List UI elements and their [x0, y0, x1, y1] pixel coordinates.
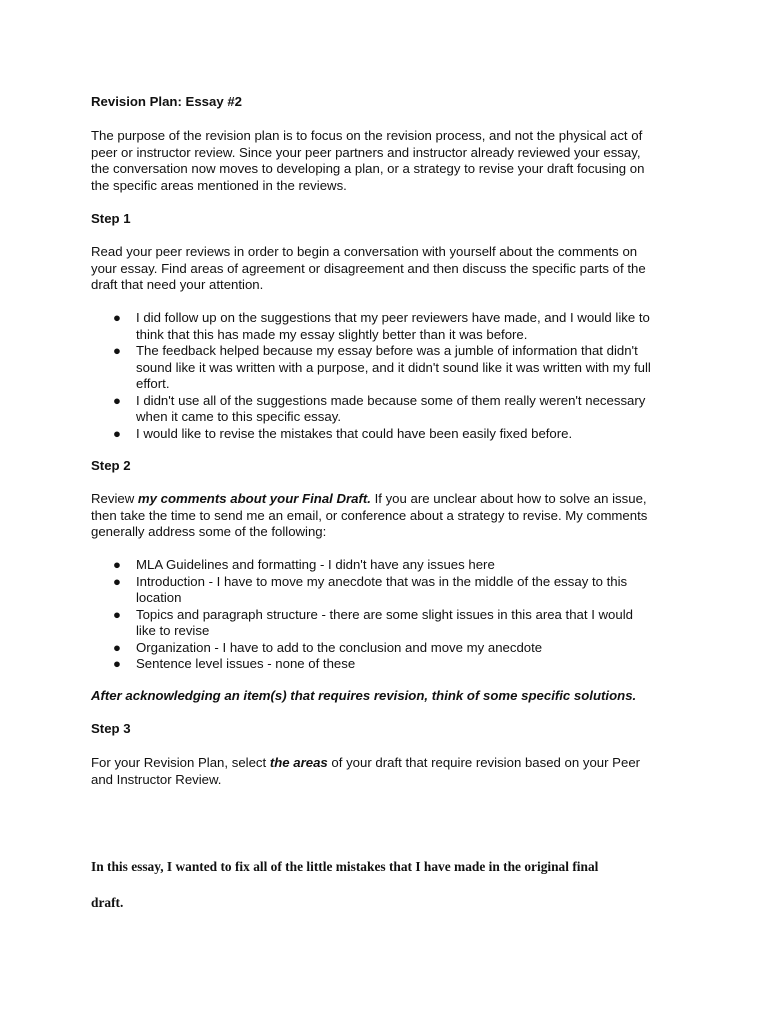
list-item — [91, 656, 691, 673]
list-item-text: MLA Guidelines and formatting - I didn't have any issues here — [136, 557, 495, 572]
list-item-text: like to revise — [136, 623, 210, 638]
bullet-icon: ● — [113, 310, 121, 325]
page-title: Revision Plan: Essay #2 — [91, 94, 242, 109]
list-item-text: I didn't use all of the suggestions made because some of them really weren't necessary — [136, 392, 646, 408]
step3-emphasis: the areas — [269, 755, 328, 770]
list-item — [91, 574, 691, 607]
step2-closing-note: After acknowledging an item(s) that requires revision, think of some specific solutions. — [91, 688, 637, 703]
bullet-icon: ● — [113, 656, 121, 671]
list-item — [91, 393, 691, 426]
bullet-icon: ● — [113, 343, 121, 358]
list-item-text: The feedback helped because my essay before was a jumble of information that didn't — [136, 343, 638, 358]
list-item — [91, 607, 691, 640]
list-item-text: effort. — [136, 376, 170, 391]
step3-rest: of your draft that require revision based on your Peer — [327, 755, 641, 770]
intro-line: the conversation now moves to developing a plan, or a strategy to revise your draft focusing on — [91, 161, 645, 176]
intro-line: peer or instructor review. Since your peer partners and instructor already reviewed your essay, — [91, 144, 641, 160]
step2-review-paragraph — [91, 491, 681, 541]
review-line: generally address some of the following: — [91, 524, 327, 539]
list-item-text: Sentence level issues - none of these — [136, 656, 356, 671]
response-line-2: draft. — [91, 895, 124, 910]
step2-bullet-list — [91, 557, 691, 673]
list-item-text: sound like it was written with a purpose, and it didn't sound like it was written with my full — [136, 359, 651, 375]
list-item — [91, 640, 691, 657]
list-item-text: I would like to revise the mistakes that could have been easily fixed before. — [136, 425, 573, 441]
step3-line: and Instructor Review. — [91, 771, 222, 787]
review-line: then take the time to send me an email, or conference about a strategy to revise. My comments — [91, 507, 648, 523]
step1-heading: Step 1 — [91, 211, 131, 226]
list-item — [91, 310, 691, 343]
bullet-icon: ● — [113, 425, 121, 441]
review-rest: If you are unclear about how to solve an issue, — [370, 491, 647, 506]
step3-line — [91, 755, 681, 772]
instruction-line: draft that need your attention. — [91, 277, 264, 292]
intro-paragraph — [91, 128, 681, 194]
step3-paragraph — [91, 755, 681, 788]
review-emphasis: my comments about your Final Draft. — [137, 491, 371, 506]
review-prefix: Review — [91, 491, 138, 506]
instruction-line: your essay. Find areas of agreement or disagreement and then discuss the specific parts of the — [91, 260, 646, 276]
bullet-icon: ● — [113, 639, 121, 655]
list-item — [91, 426, 691, 443]
bullet-icon: ● — [113, 606, 121, 622]
intro-line: the specific areas mentioned in the reviews. — [91, 177, 347, 193]
intro-line: The purpose of the revision plan is to focus on the revision process, and not the physical act of — [91, 128, 643, 143]
response-line-1: In this essay, I wanted to fix all of the little mistakes that I have made in the original final — [91, 859, 599, 874]
review-line — [91, 491, 681, 508]
list-item — [91, 343, 691, 393]
list-item-text: Topics and paragraph structure - there are some slight issues in this area that I would — [136, 606, 633, 622]
list-item-text: I did follow up on the suggestions that my peer reviewers have made, and I would like to — [136, 310, 650, 325]
bullet-icon: ● — [113, 573, 121, 589]
list-item-text: Organization - I have to add to the conclusion and move my anecdote — [136, 639, 543, 655]
list-item-text: when it came to this specific essay. — [136, 409, 341, 424]
list-item-text: think that this has made my essay slightly better than it was before. — [136, 326, 528, 342]
list-item — [91, 557, 691, 574]
list-item-text: Introduction - I have to move my anecdote that was in the middle of the essay to this — [136, 573, 628, 589]
step2-heading: Step 2 — [91, 458, 131, 473]
step3-prefix: For your Revision Plan, select — [91, 755, 270, 770]
bullet-icon: ● — [113, 392, 121, 408]
list-item-text: location — [136, 590, 182, 605]
bullet-icon: ● — [113, 557, 121, 572]
step1-instructions — [91, 244, 681, 294]
step1-bullet-list — [91, 310, 691, 442]
step3-heading: Step 3 — [91, 721, 131, 736]
instruction-line: Read your peer reviews in order to begin a conversation with yourself about the comments on — [91, 244, 638, 259]
